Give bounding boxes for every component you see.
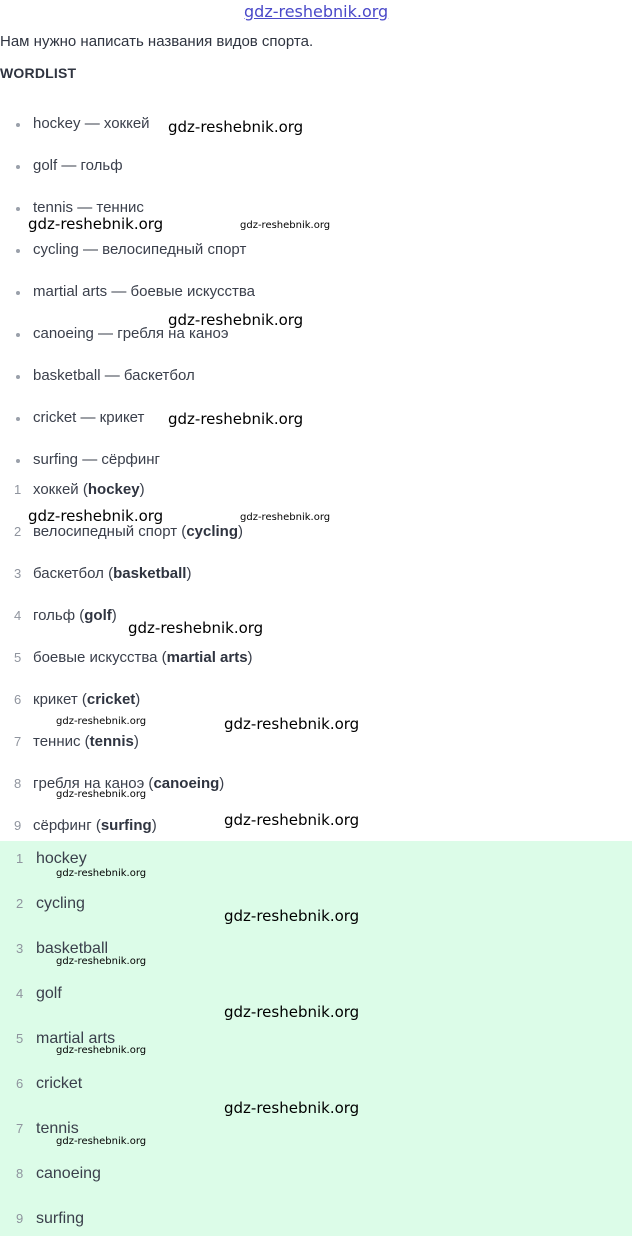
answer-word: hockey [36,850,87,867]
watermark: gdz-reshebnik.org [240,220,331,231]
answer-word: golf [36,985,62,1002]
item-number: 5 [14,650,22,665]
watermark: gdz-reshebnik.org [56,1136,147,1147]
english-word: canoeing [153,775,220,792]
list-item: 5 боевые искусства (martial arts) [0,638,632,680]
list-item: hockey — хоккей [0,104,632,146]
wordlist [0,104,632,482]
list-item: canoeing — гребля на каноэ [0,314,632,356]
russian-word: баскетбол [33,565,104,582]
answer-panel [0,841,632,1236]
item-number: 8 [14,776,22,791]
list-item: 2 велосипедный спорт (cycling) [0,512,632,554]
watermark: gdz-reshebnik.org [28,215,164,233]
list-item: tennis — теннис [0,188,632,230]
watermark: gdz-reshebnik.org [224,907,360,925]
wordlist-heading: WORDLIST [0,65,77,81]
russian-word: боевые искусства [33,649,158,666]
russian-word: теннис [33,733,81,750]
watermark: gdz-reshebnik.org [224,811,360,829]
item-number: 7 [14,734,22,749]
english-word: hockey [87,481,140,498]
bullet-icon [16,375,20,379]
watermark: gdz-reshebnik.org [168,311,304,329]
list-item: 3 баскетбол (basketball) [0,554,632,596]
bullet-icon [16,249,20,253]
item-number: 8 [16,1166,24,1181]
list-item: 7 теннис (tennis) [0,722,632,764]
watermark: gdz-reshebnik.org [224,1003,360,1021]
russian-word: сёрфинг [33,817,92,834]
watermark: gdz-reshebnik.org [224,1099,360,1117]
list-item: 1 хоккей (hockey) [0,470,632,512]
list-item [0,1111,632,1156]
list-item: cricket — крикет [0,398,632,440]
item-number: 2 [16,896,24,911]
answer-word: canoeing [36,1165,101,1182]
watermark: gdz-reshebnik.org [56,1045,147,1056]
list-item [0,1201,632,1246]
item-number: 3 [16,941,24,956]
item-number: 6 [14,692,22,707]
answer-word: cricket [36,1075,83,1092]
watermark: gdz-reshebnik.org [240,512,331,523]
watermark: gdz-reshebnik.org [56,789,147,800]
russian-word: хоккей [33,481,79,498]
bullet-icon [16,459,20,463]
russian-word: гребля на каноэ [33,775,145,792]
item-number: 9 [14,818,22,833]
watermark: gdz-reshebnik.org [56,956,147,967]
answer-word: surfing [36,1210,85,1227]
english-word: cycling [186,523,238,540]
list-item [0,931,632,976]
answer-word: cycling [36,895,85,912]
list-item [0,1021,632,1066]
english-word: tennis [89,733,134,750]
watermark: gdz-reshebnik.org [224,715,360,733]
item-number: 7 [16,1121,24,1136]
russian-word: гольф [33,607,76,624]
item-number: 1 [14,482,22,497]
russian-word: крикет [33,691,78,708]
answer-word: martial arts [36,1030,116,1047]
item-number: 4 [16,986,24,1001]
russian-word: велосипедный спорт [33,523,178,540]
item-number: 2 [14,524,22,539]
english-word: martial arts [166,649,248,666]
english-word: basketball [113,565,187,582]
item-number: 1 [16,851,24,866]
list-item [0,1156,632,1201]
answer-word: tennis [36,1120,79,1137]
list-item: basketball — баскетбол [0,356,632,398]
list-item: 8 гребля на каноэ (canoeing) [0,764,632,806]
list-item: cycling — велосипедный спорт [0,230,632,272]
list-item: 9 сёрфинг (surfing) [0,806,632,848]
watermark: gdz-reshebnik.org [28,507,164,525]
bullet-icon [16,417,20,421]
english-word: cricket [86,691,136,708]
bullet-icon [16,123,20,127]
bullet-icon [16,333,20,337]
bullet-icon [16,207,20,211]
list-item: golf — гольф [0,146,632,188]
watermark: gdz-reshebnik.org [128,619,264,637]
site-link[interactable]: gdz-reshebnik.org [244,2,389,21]
answer-word: basketball [36,940,109,957]
list-item: 6 крикет (cricket) [0,680,632,722]
item-number: 5 [16,1031,24,1046]
item-number: 9 [16,1211,24,1226]
task-intro: Нам нужно написать названия видов спорта. [0,33,314,50]
list-item [0,841,632,886]
english-word: surfing [100,817,152,834]
watermark: gdz-reshebnik.org [56,868,147,879]
watermark: gdz-reshebnik.org [56,716,147,727]
list-item: martial arts — боевые искусства [0,272,632,314]
watermark: gdz-reshebnik.org [168,118,304,136]
item-number: 6 [16,1076,24,1091]
item-number: 4 [14,608,22,623]
bullet-icon [16,165,20,169]
watermark: gdz-reshebnik.org [168,410,304,428]
english-word: golf [84,607,112,624]
item-number: 3 [14,566,22,581]
bullet-icon [16,291,20,295]
list-item: surfing — сёрфинг [0,440,632,482]
list-item: 4 гольф (golf) [0,596,632,638]
